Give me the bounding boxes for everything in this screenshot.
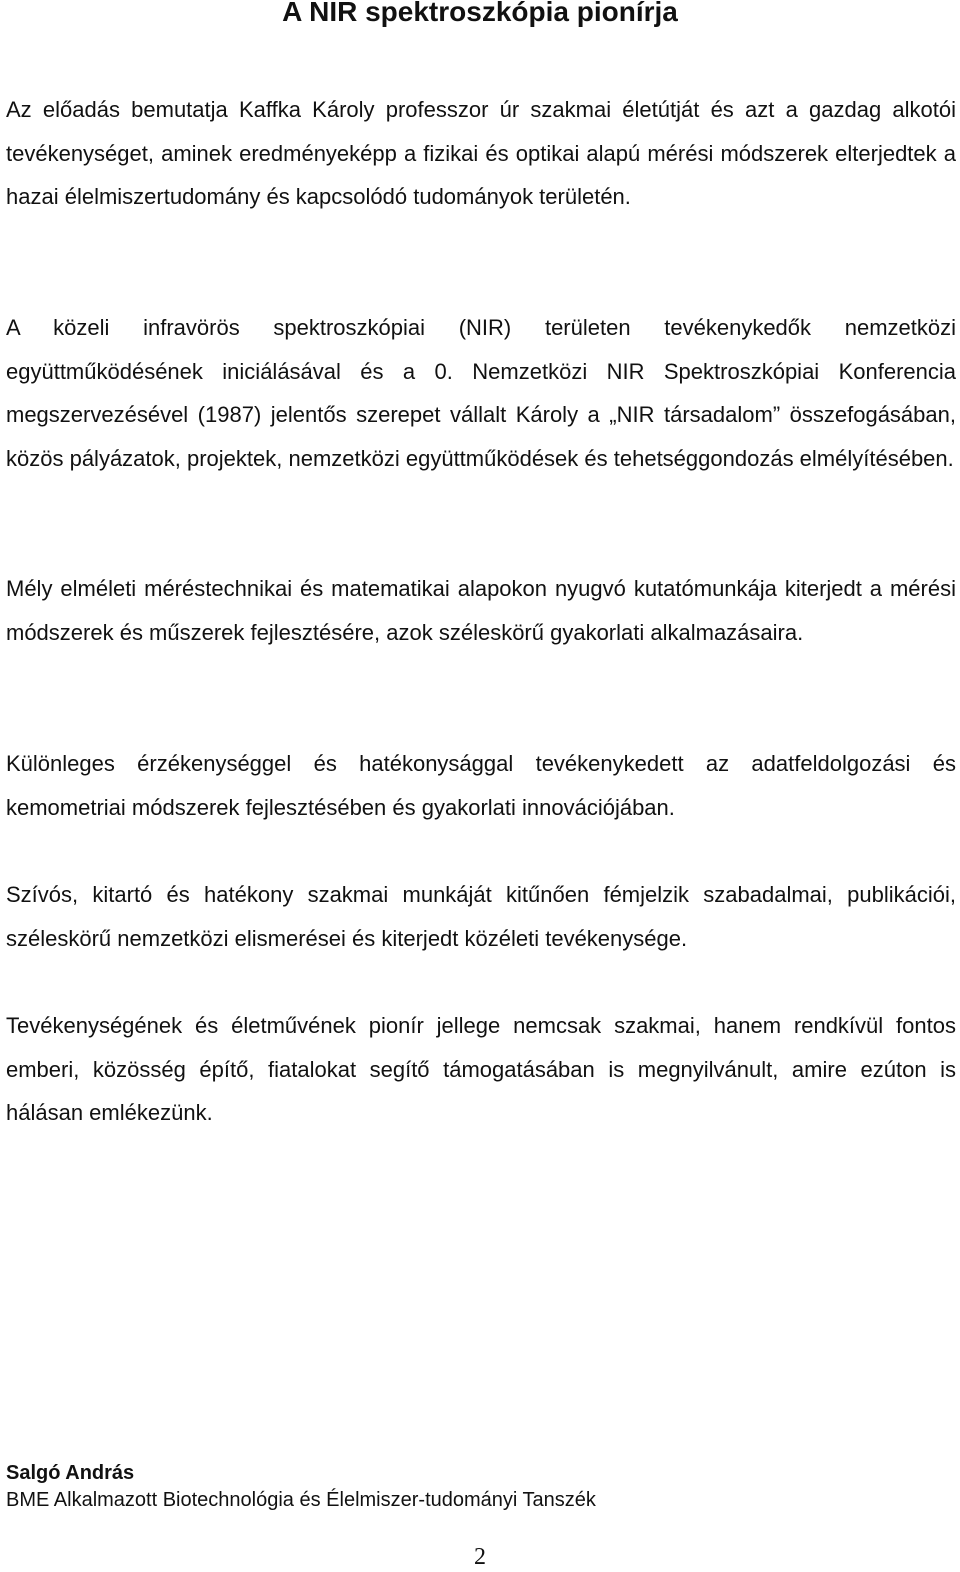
page-title: A NIR spektroszkópia pionírja: [282, 0, 678, 27]
paragraph-nir-cooperation: A közeli infravörös spektroszkópiai (NIR) területen tevékenykedők nemzetközi együttműködésének iniciálásával és a 0. Nemzetközi NIR Spektroszkópiai Konferencia megszervezésével (1987) jelentős szerepet vállalt Károly a „NIR társadalom” összefogásában, közös pályázatok, projektek, nemzetközi együttműködések és tehetséggondozás elmélyítésében.: [6, 315, 956, 471]
author-block: [6, 1460, 956, 1514]
paragraph-introduction: Az előadás bemutatja Kaffka Károly professzor úr szakmai életútját és azt a gazdag alkotói tevékenységet, aminek eredményeképp a fizikai és optikai alapú mérési módszerek elterjedtek a hazai élelmiszertudomány és kapcsolódó tudományok területén.: [6, 97, 956, 209]
paragraph-research: Mély elméleti méréstechnikai és matematikai alapokon nyugvó kutatómunkája kiterjedt a mérési módszerek és műszerek fejlesztésére, azok széleskörű gyakorlati alkalmazásaira.: [6, 576, 956, 645]
author-name: Salgó András: [6, 1462, 135, 1484]
page-number: 2: [474, 1544, 486, 1570]
paragraph-chemometrics: Különleges érzékenységgel és hatékonysággal tevékenykedett az adatfeldolgozási és kemometriai módszerek fejlesztésében és gyakorlati innovációjában.: [6, 751, 956, 820]
paragraph-legacy: Tevékenységének és életművének pionír jellege nemcsak szakmai, hanem rendkívül fontos emberi, közösség építő, fiatalokat segítő támogatásában is megnyilvánult, amire ezúton is hálásan emlékezünk.: [6, 1013, 956, 1125]
paragraph-achievements: Szívós, kitartó és hatékony szakmai munkáját kitűnően fémjelzik szabadalmai, publikációi, széleskörű nemzetközi elismerései és kiterjedt közéleti tevékenysége.: [6, 882, 956, 951]
author-affiliation: BME Alkalmazott Biotechnológia és Élelmiszer-tudományi Tanszék: [6, 1489, 596, 1511]
